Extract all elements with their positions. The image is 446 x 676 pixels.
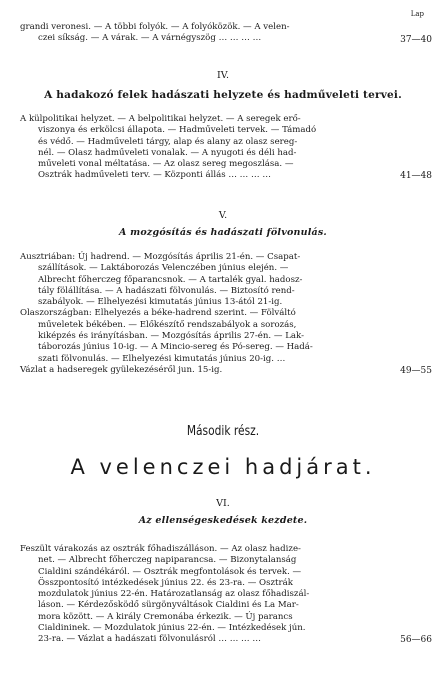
section-entry xyxy=(20,544,395,646)
toc-line: Osztrák hadműveleti terv. — Központi állás … … … … xyxy=(38,170,271,181)
toc-line: czei síkság. — A várak. — A várnégyszög … … … … xyxy=(38,33,262,44)
section-entry xyxy=(20,114,395,182)
toc-line: A külpolitikai helyzet. — A belpolitikai helyzet. — A seregek erő- xyxy=(20,114,301,124)
toc-line: láson. — Kérdezősködő sürgönyváltások Cialdini és La Mar- xyxy=(38,600,299,611)
page-range: 49—55 xyxy=(400,366,432,376)
toc-line: Feszült várakozás az osztrák főhadiszálláson. — Az olasz hadize- xyxy=(20,544,301,554)
section-entry xyxy=(20,252,395,376)
toc-line: Vázlat a hadseregek gyülekezéséről jun. 15-ig. xyxy=(20,364,223,375)
toc-entry-continuation xyxy=(20,22,395,45)
toc-line: net. — Albrecht főherczeg napiparancsa. — Bizonytalanság xyxy=(38,555,297,566)
toc-line: Összpontosító intézkedések június 22. és 23-ra. — Osztrák xyxy=(38,577,293,588)
toc-line: grandi veronesi. — A többi folyók. — A folyóközök. — A velen- xyxy=(20,22,290,32)
toc-line: Ausztriában: Új hadrend. — Mozgósítás április 21-én. — Csapat- xyxy=(20,252,301,262)
toc-line: tály fölállítása. — A hadászati fölvonulás. — Biztosító rend- xyxy=(38,285,295,296)
toc-line: Cialdininek. — Mozdulatok június 22-én. — Intézkedések jún. xyxy=(38,623,306,634)
toc-line: Olaszországban: Elhelyezés a béke-hadrend szerint. — Fölváltó xyxy=(20,308,296,319)
toc-line: szállítások. — Laktáborozás Velenczében június elején. — xyxy=(38,263,289,274)
page-range: 37—40 xyxy=(400,35,432,45)
part-title: A velenczei hadjárat. xyxy=(70,455,376,479)
toc-line: mozdulatok június 22-én. Határozatlanság az olasz főhadiszál- xyxy=(38,589,310,600)
section-numeral: IV. xyxy=(217,70,229,81)
toc-line: Cialdini szándékáról. — Osztrák megfontolások és tervek. — xyxy=(38,566,302,577)
toc-line: műveleti vonal méltatása. — Az olasz sereg megoszlása. — xyxy=(38,159,294,170)
page-column-heading: Lap xyxy=(410,10,424,18)
toc-line: mora között. — A király Cremonába érkezik. — Új parancs xyxy=(38,611,293,622)
toc-line: nél. — Olasz hadműveleti vonalak. — A nyugoti és déli had- xyxy=(38,147,297,158)
section-numeral: V. xyxy=(218,210,228,221)
toc-line: viszonya és erkölcsi állapota. — Hadműveleti tervek. — Támadó xyxy=(38,125,317,136)
section-numeral: VI. xyxy=(216,498,230,509)
page-range: 41—48 xyxy=(400,171,432,181)
toc-line: 23-ra. — Vázlat a hadászati fölvonulásról … … … … xyxy=(38,634,261,645)
toc-line: műveletek békében. — Előkészítő rendszabályok a sorozás, xyxy=(38,319,297,330)
toc-line: táborozás június 10-ig. — A Mincio-sereg és Pó-sereg. — Hadá- xyxy=(38,342,313,353)
section-title: A hadakozó felek hadászati helyzete és hadműveleti tervei. xyxy=(44,89,402,101)
section-title: A mozgósítás és hadászati fölvonulás. xyxy=(119,227,327,238)
toc-line: Albrecht főherczeg főparancsnok. — A tartalék gyal. hadosz- xyxy=(38,274,303,285)
part-label: Második rész. xyxy=(186,424,260,439)
section-title: Az ellenségeskedések kezdete. xyxy=(138,515,308,526)
toc-line: szabályok. — Elhelyezési kimutatás június 13-ától 21-ig. xyxy=(38,297,283,308)
page-range: 56—66 xyxy=(400,635,432,645)
toc-line: kiképzés és irányításban. — Mozgósítás április 27-én. — Lak- xyxy=(38,331,304,342)
toc-line: és védő. — Hadműveleti tárgy, alap és alany az olasz sereg- xyxy=(38,136,298,147)
toc-line: szati fölvonulás. — Elhelyezési kimutatás június 20-ig. … xyxy=(38,353,286,364)
